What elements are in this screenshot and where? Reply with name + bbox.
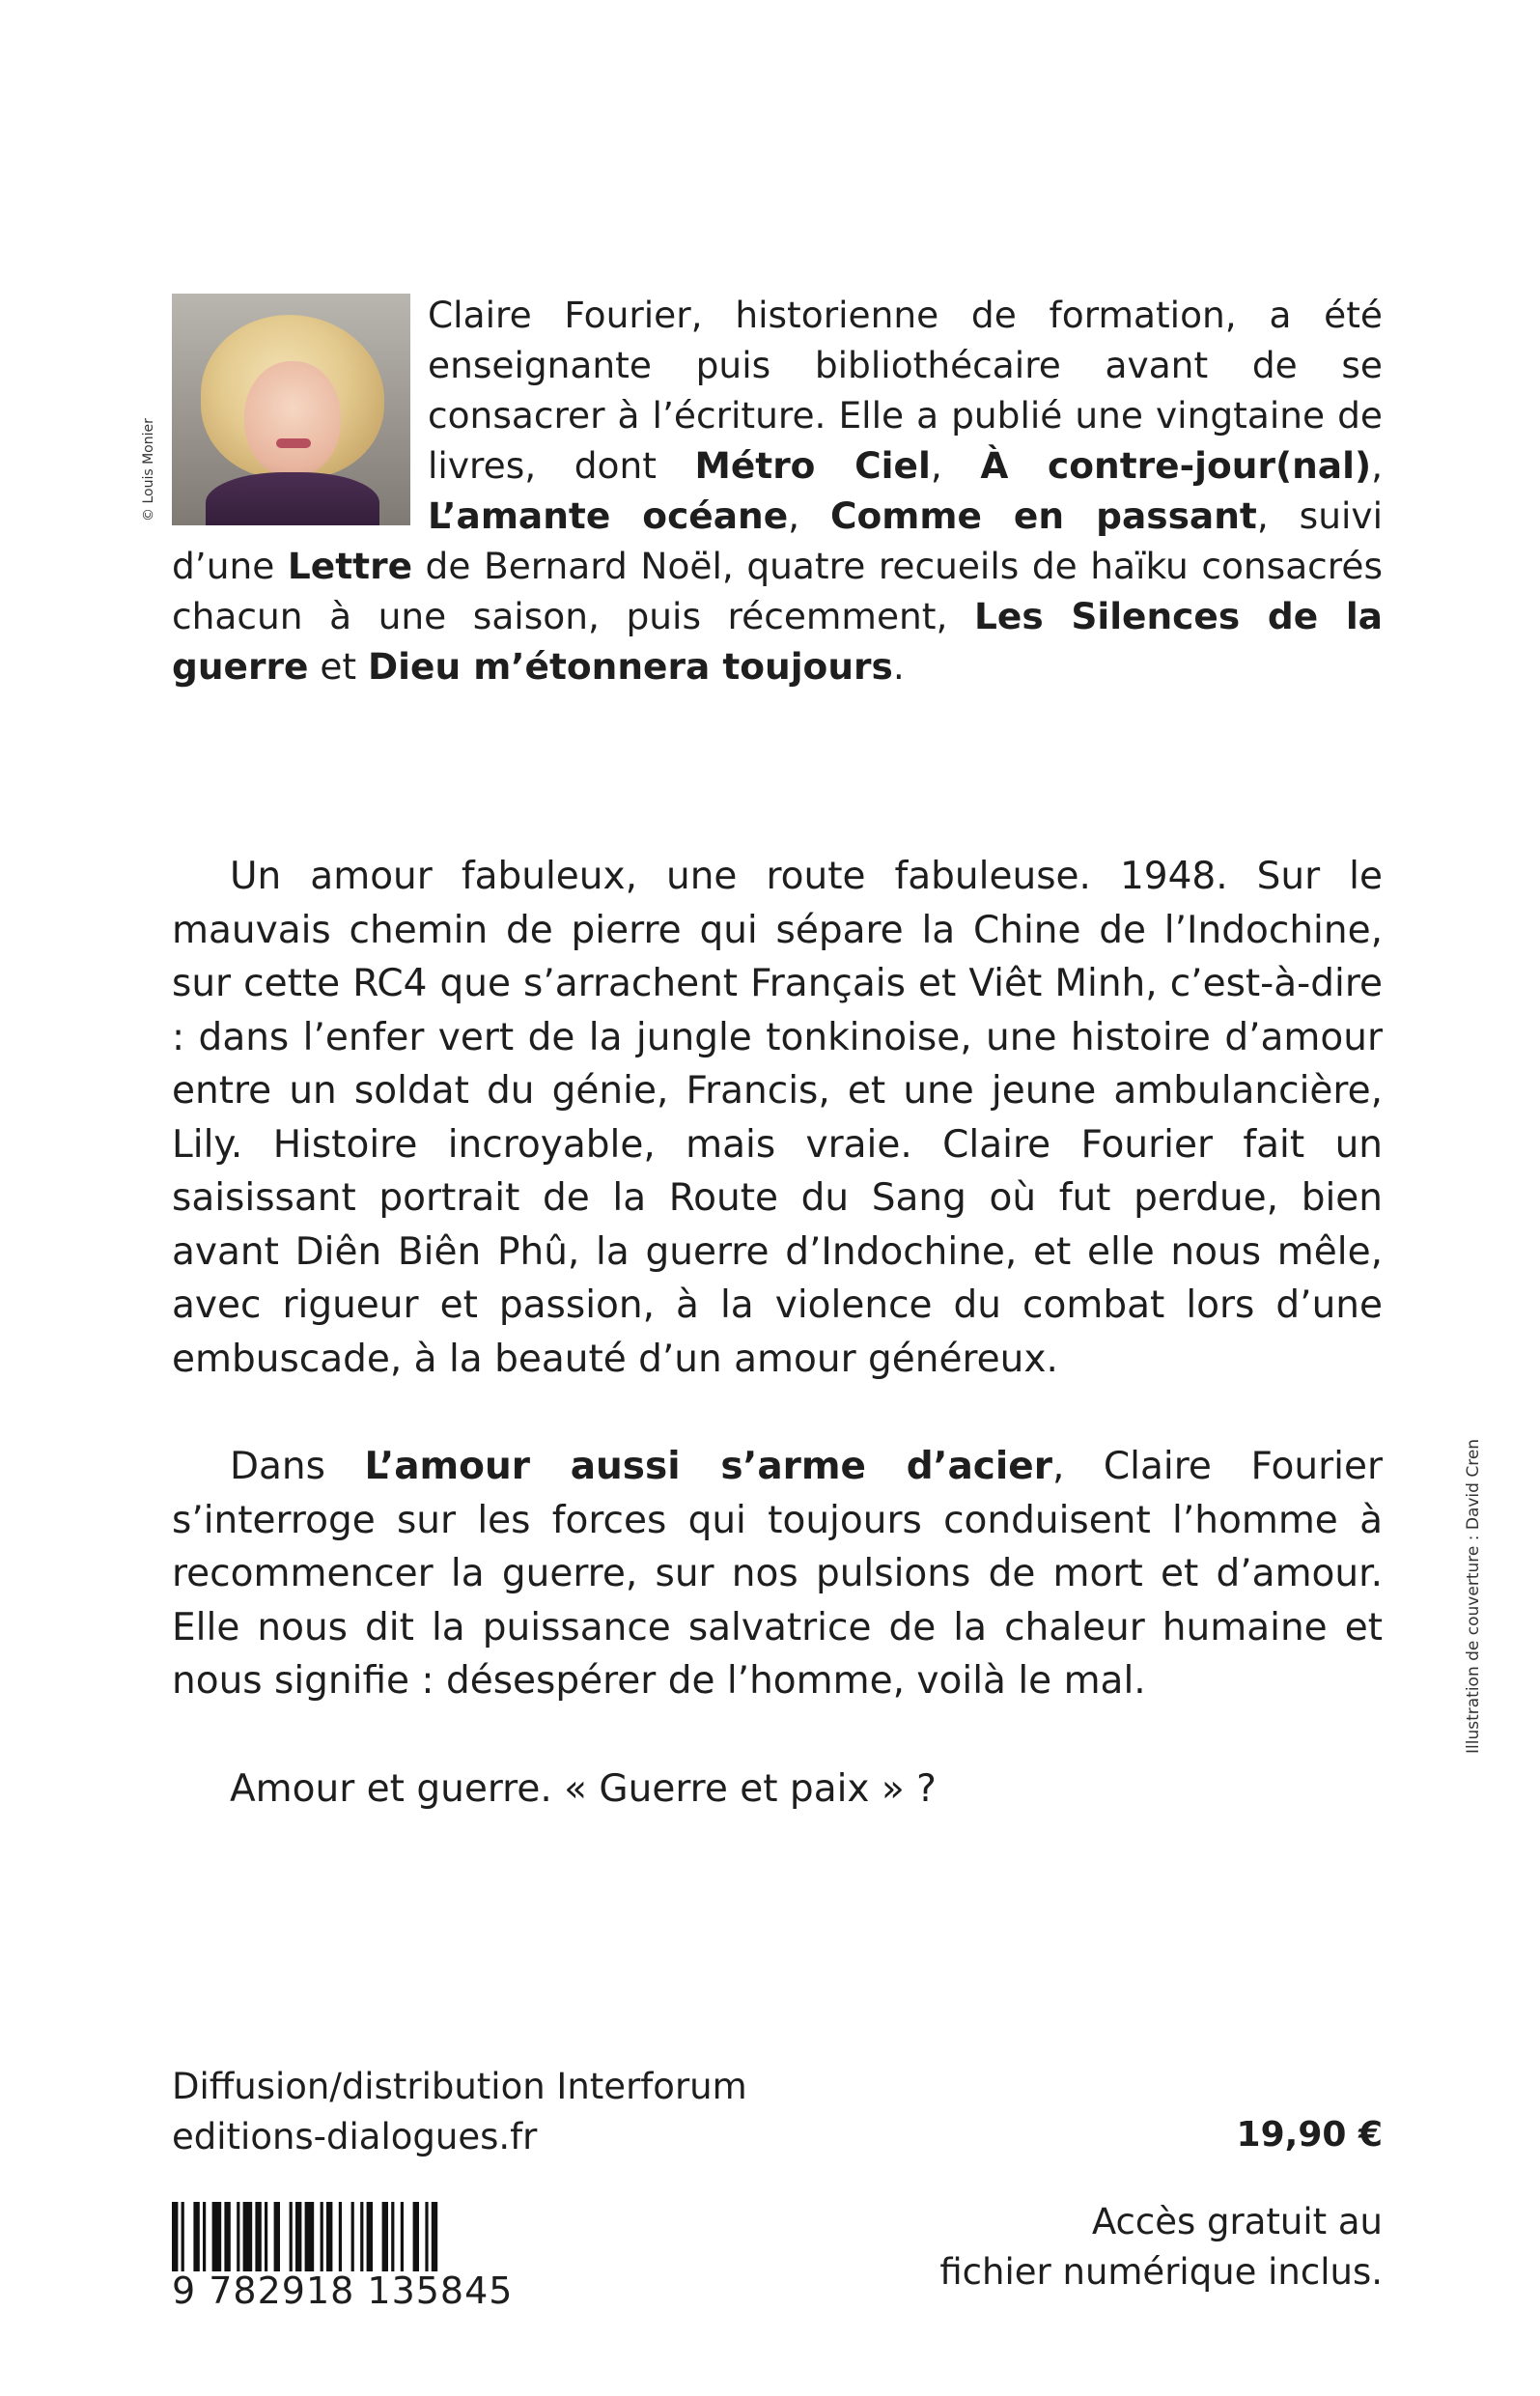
barcode-bar	[360, 2202, 363, 2271]
author-bio: Claire Fourier, historienne de formation, a été enseignante puis bibliothécaire avant de se consacrer à l’écriture. Elle a publié une vingtaine de livres, dont Métro Ciel, À contre-jour(nal), L’amante océane, Comme en passant, suivi d’une Lettre de Bernard Noël, quatre recueils de haïku consacrés chacun à une saison, puis récemment, Les Silences de la guerre et Dieu m’étonnera toujours.	[172, 294, 1384, 688]
photo-credit: © Louis Monier	[141, 418, 156, 521]
bio-text: Claire Fourier, historienne de formation, a été enseignante puis bibliothécaire avant de se consacrer à l’écriture. Elle a publié une vingtaine de livres, dont	[428, 294, 1383, 487]
barcode-bar	[193, 2202, 199, 2271]
barcode-bar	[295, 2202, 301, 2271]
barcode-bar	[290, 2202, 293, 2271]
barcode-bar	[321, 2202, 323, 2271]
barcode-bar	[203, 2202, 206, 2271]
book-title: Métro Ciel	[694, 444, 931, 487]
barcode-bar	[274, 2202, 280, 2271]
book-title: Comme en passant	[830, 494, 1257, 537]
isbn-number: 9 782918 135845	[172, 2269, 514, 2312]
barcode-bar	[382, 2202, 388, 2271]
barcode-bar	[182, 2202, 184, 2271]
digital-access-note: Accès gratuit au fichier numérique inclus.	[939, 2201, 1383, 2293]
barcode-bar	[413, 2202, 419, 2271]
cover-credit: Illustration de couverture : David Cren	[1464, 1438, 1483, 1754]
barcode-bar	[255, 2202, 261, 2271]
barcode-bar	[212, 2202, 222, 2271]
book-summary	[172, 850, 1383, 1870]
summary-paragraph: Dans L’amour aussi s’arme d’acier, Claire Fourier s’interroge sur les forces qui toujours conduisent l’homme à recommencer la guerre, sur nos pulsions de mort et d’amour. Elle nous dit la puissance salvatrice de la chaleur humaine et nous signifie : désespérer de l’homme, voilà le mal.	[172, 1445, 1383, 1703]
book-title: Dieu m’étonnera toujours	[368, 645, 893, 688]
barcode-bar	[243, 2202, 253, 2271]
barcode-bar	[305, 2202, 315, 2271]
barcode-bar	[425, 2202, 428, 2271]
barcode-bar	[224, 2202, 230, 2271]
barcode-bar	[391, 2202, 394, 2271]
barcode-bar	[432, 2202, 437, 2271]
book-title: Lettre	[287, 545, 412, 587]
distribution-text: Diffusion/distribution Interforum	[172, 2066, 747, 2107]
website-text: editions-dialogues.fr	[172, 2116, 538, 2157]
author-photo	[172, 294, 410, 525]
barcode-bars	[172, 2202, 534, 2271]
book-title: L’amante océane	[428, 494, 789, 537]
barcode-bar	[367, 2202, 373, 2271]
barcode-bar	[172, 2202, 178, 2271]
summary-paragraph: Amour et guerre. « Guerre et paix » ?	[230, 1766, 937, 1811]
barcode	[172, 2202, 534, 2316]
book-title: L’amour aussi s’arme d’acier	[364, 1445, 1052, 1488]
book-title: Les Silences de la guerre	[172, 595, 1383, 688]
publisher-info	[172, 2062, 747, 2162]
barcode-bar	[326, 2202, 332, 2271]
barcode-bar	[265, 2202, 267, 2271]
barcode-bar	[339, 2202, 342, 2271]
price: 19,90 €	[1236, 2115, 1383, 2155]
barcode-bar	[401, 2202, 404, 2271]
book-title: À contre-jour(nal)	[980, 444, 1372, 487]
summary-paragraph: Un amour fabuleux, une route fabuleuse. 1948. Sur le mauvais chemin de pierre qui sépare la Chine de l’Indochine, sur cette RC4 que s’arrachent Français et Viêt Minh, c’est-à-dire : dans l’enfer vert de la jungle tonkinoise, une histoire d’amour entre un soldat du génie, Francis, et une jeune ambulancière, Lily. Histoire incroyable, mais vraie. Claire Fourier fait un saisissant portrait de la Route du Sang où fut perdue, bien avant Diên Biên Phû, la guerre d’Indochine, et elle nous mêle, avec rigueur et passion, à la violence du combat lors d’une embuscade, à la beauté d’un amour généreux.	[172, 855, 1383, 1381]
barcode-bar	[237, 2202, 239, 2271]
barcode-bar	[351, 2202, 354, 2271]
